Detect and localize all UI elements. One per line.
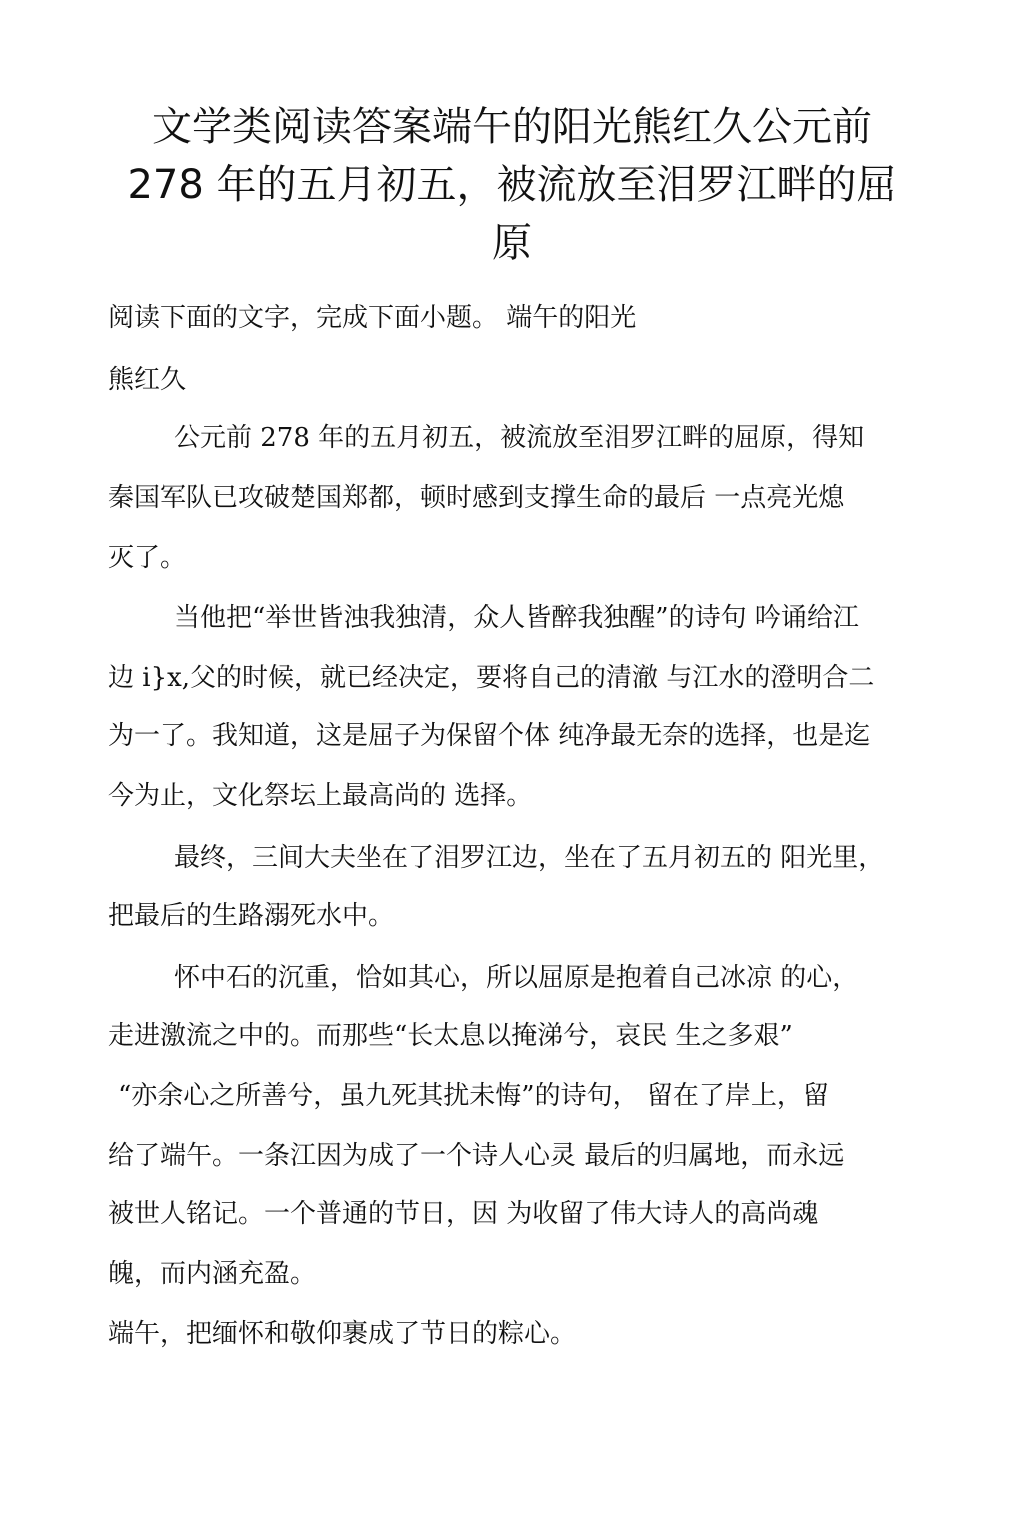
paragraph-2-line-4: 今为止，文化祭坛上最高尚的 选择。 <box>108 781 533 811</box>
paragraph-4-line-5: 被世人铭记。一个普通的节日，因 为收留了伟大诗人的高尚魂 <box>108 1199 819 1229</box>
paragraph-4-line-3: “亦余心之所善兮，虽九死其扰未悔”的诗句， 留在了岸上，留 <box>118 1081 829 1111</box>
paragraph-5-line-1: 端午，把缅怀和敬仰裹成了节日的粽心。 <box>108 1319 577 1349</box>
paragraph-4-line-4: 给了端午。一条江因为成了一个诗人心灵 最后的归属地，而永远 <box>108 1141 845 1171</box>
paragraph-4-line-6: 魄，而内涵充盈。 <box>108 1259 317 1289</box>
paragraph-3-line-2: 把最后的生路溺死水中。 <box>108 901 395 931</box>
paragraph-1-line-3: 灭了。 <box>108 543 187 573</box>
title-line-2: 278 年的五月初五，被流放至泪罗江畔的屈 <box>127 162 897 208</box>
paragraph-1-line-1: 公元前 278 年的五月初五，被流放至泪罗江畔的屈原，得知 <box>174 423 865 453</box>
paragraph-2-line-2: 边 i}x,父的时候，就已经决定，要将自己的清澈 与江水的澄明合二 <box>108 663 875 693</box>
paragraph-1-line-2: 秦国军队已攻破楚国郑都，顿时感到支撑生命的最后 一点亮光熄 <box>108 483 845 513</box>
paragraph-4-line-1: 怀中石的沉重，恰如其心，所以屈原是抱着自己冰凉 的心， <box>174 963 859 993</box>
paragraph-4-line-2: 走进激流之中的。而那些“长太息以掩涕兮，哀民 生之多艰” <box>108 1021 793 1051</box>
title-line-3: 原 <box>492 220 532 266</box>
document-title <box>100 98 924 272</box>
reading-instruction: 阅读下面的文字，完成下面小题。 端午的阳光 <box>108 303 637 333</box>
title-line-1: 文学类阅读答案端午的阳光熊红久公元前 <box>152 104 872 150</box>
author-name: 熊红久 <box>108 365 187 395</box>
paragraph-2-line-3: 为一了。我知道，这是屈子为保留个体 纯净最无奈的选择，也是迄 <box>108 721 871 751</box>
paragraph-2-line-1: 当他把“举世皆浊我独清，众人皆醉我独醒”的诗句 吟诵给江 <box>174 603 859 633</box>
paragraph-3-line-1: 最终，三间大夫坐在了泪罗江边，坐在了五月初五的 阳光里， <box>174 843 885 873</box>
